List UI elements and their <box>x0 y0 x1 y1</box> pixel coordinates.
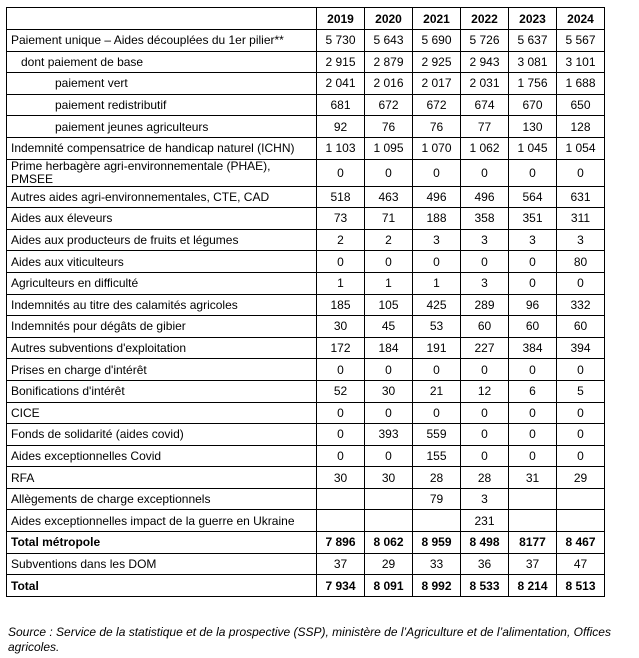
row-label: Indemnités pour dégâts de gibier <box>7 316 317 338</box>
value-cell: 0 <box>509 251 557 273</box>
row-label: Paiement unique – Aides découplées du 1er pilier** <box>7 30 317 52</box>
value-cell: 0 <box>557 159 605 186</box>
table-row <box>7 380 605 402</box>
table-row <box>7 30 605 52</box>
value-cell: 5 <box>557 380 605 402</box>
value-cell: 351 <box>509 208 557 230</box>
value-cell: 0 <box>317 445 365 467</box>
value-cell: 0 <box>317 159 365 186</box>
table-row <box>7 51 605 73</box>
table-row <box>7 208 605 230</box>
value-cell: 96 <box>509 294 557 316</box>
value-cell: 47 <box>557 553 605 575</box>
value-cell: 393 <box>365 424 413 446</box>
value-cell: 5 637 <box>509 30 557 52</box>
header-row <box>7 8 605 30</box>
value-cell: 2 <box>365 229 413 251</box>
value-cell: 0 <box>365 445 413 467</box>
value-cell: 1 045 <box>509 137 557 159</box>
value-cell: 227 <box>461 337 509 359</box>
value-cell <box>317 488 365 510</box>
value-cell: 0 <box>509 359 557 381</box>
value-cell: 0 <box>557 272 605 294</box>
value-cell: 8 214 <box>509 575 557 597</box>
value-cell: 29 <box>365 553 413 575</box>
value-cell: 0 <box>509 402 557 424</box>
table-row <box>7 445 605 467</box>
value-cell: 128 <box>557 116 605 138</box>
value-cell: 289 <box>461 294 509 316</box>
value-cell: 0 <box>557 402 605 424</box>
value-cell: 0 <box>365 251 413 273</box>
value-cell: 130 <box>509 116 557 138</box>
row-label: Agriculteurs en difficulté <box>7 272 317 294</box>
header-corner <box>7 8 317 30</box>
value-cell: 332 <box>557 294 605 316</box>
table-body <box>7 30 605 597</box>
value-cell <box>413 510 461 532</box>
value-cell: 191 <box>413 337 461 359</box>
value-cell: 0 <box>557 424 605 446</box>
value-cell: 394 <box>557 337 605 359</box>
value-cell: 1 <box>317 272 365 294</box>
subsidies-table <box>6 7 605 597</box>
value-cell: 672 <box>365 94 413 116</box>
year-header: 2021 <box>413 8 461 30</box>
value-cell: 71 <box>365 208 413 230</box>
value-cell: 3 <box>461 488 509 510</box>
value-cell: 2 041 <box>317 73 365 95</box>
source-note: Source : Service de la statistique et de la prospective (SSP), ministère de l’Agriculture et de l’alimentation, Offices agricoles. <box>8 625 611 654</box>
value-cell: 0 <box>317 402 365 424</box>
value-cell: 425 <box>413 294 461 316</box>
table-row <box>7 73 605 95</box>
row-label: Aides exceptionnelles impact de la guerre en Ukraine <box>7 510 317 532</box>
value-cell: 2 879 <box>365 51 413 73</box>
value-cell: 79 <box>413 488 461 510</box>
value-cell: 650 <box>557 94 605 116</box>
value-cell: 77 <box>461 116 509 138</box>
value-cell: 60 <box>461 316 509 338</box>
value-cell: 31 <box>509 467 557 489</box>
value-cell: 631 <box>557 186 605 208</box>
value-cell: 6 <box>509 380 557 402</box>
value-cell: 231 <box>461 510 509 532</box>
value-cell: 76 <box>413 116 461 138</box>
value-cell: 92 <box>317 116 365 138</box>
row-label: RFA <box>7 467 317 489</box>
value-cell: 0 <box>557 445 605 467</box>
table-row <box>7 94 605 116</box>
value-cell: 559 <box>413 424 461 446</box>
value-cell: 3 <box>509 229 557 251</box>
value-cell: 28 <box>413 467 461 489</box>
value-cell: 7 896 <box>317 532 365 554</box>
value-cell: 3 <box>461 229 509 251</box>
value-cell: 674 <box>461 94 509 116</box>
value-cell: 37 <box>509 553 557 575</box>
row-label: Aides exceptionnelles Covid <box>7 445 317 467</box>
value-cell: 188 <box>413 208 461 230</box>
row-label: Aides aux éleveurs <box>7 208 317 230</box>
year-header: 2024 <box>557 8 605 30</box>
table-row <box>7 251 605 273</box>
value-cell: 0 <box>461 159 509 186</box>
value-cell: 0 <box>509 272 557 294</box>
value-cell: 184 <box>365 337 413 359</box>
row-label: Bonifications d'intérêt <box>7 380 317 402</box>
value-cell: 5 567 <box>557 30 605 52</box>
value-cell <box>509 488 557 510</box>
value-cell: 0 <box>413 159 461 186</box>
value-cell: 30 <box>365 467 413 489</box>
row-label: Prime herbagère agri-environnementale (PHAE), PMSEE <box>7 159 317 186</box>
value-cell: 1 070 <box>413 137 461 159</box>
value-cell: 0 <box>317 424 365 446</box>
value-cell: 0 <box>317 251 365 273</box>
value-cell: 28 <box>461 467 509 489</box>
row-label: Total <box>7 575 317 597</box>
table-row <box>7 229 605 251</box>
value-cell: 0 <box>461 402 509 424</box>
row-label: Subventions dans les DOM <box>7 553 317 575</box>
value-cell: 0 <box>413 251 461 273</box>
value-cell: 45 <box>365 316 413 338</box>
value-cell: 60 <box>509 316 557 338</box>
value-cell: 3 081 <box>509 51 557 73</box>
value-cell: 0 <box>509 424 557 446</box>
row-label: Indemnité compensatrice de handicap naturel (ICHN) <box>7 137 317 159</box>
value-cell: 0 <box>317 359 365 381</box>
value-cell: 1 688 <box>557 73 605 95</box>
value-cell: 2 925 <box>413 51 461 73</box>
value-cell: 384 <box>509 337 557 359</box>
value-cell <box>365 488 413 510</box>
table-row <box>7 553 605 575</box>
row-label: Allègements de charge exceptionnels <box>7 488 317 510</box>
value-cell <box>317 510 365 532</box>
value-cell: 5 643 <box>365 30 413 52</box>
year-header: 2023 <box>509 8 557 30</box>
value-cell: 60 <box>557 316 605 338</box>
value-cell: 8 513 <box>557 575 605 597</box>
value-cell: 496 <box>461 186 509 208</box>
table-row <box>7 137 605 159</box>
value-cell <box>509 510 557 532</box>
value-cell: 8177 <box>509 532 557 554</box>
row-label: Prises en charge d'intérêt <box>7 359 317 381</box>
table-row <box>7 488 605 510</box>
value-cell: 311 <box>557 208 605 230</box>
year-header: 2019 <box>317 8 365 30</box>
value-cell: 1 062 <box>461 137 509 159</box>
value-cell: 12 <box>461 380 509 402</box>
value-cell: 2 017 <box>413 73 461 95</box>
value-cell: 2 <box>317 229 365 251</box>
value-cell <box>557 510 605 532</box>
value-cell: 1 054 <box>557 137 605 159</box>
value-cell: 2 016 <box>365 73 413 95</box>
value-cell: 0 <box>461 251 509 273</box>
value-cell: 1 103 <box>317 137 365 159</box>
value-cell: 8 498 <box>461 532 509 554</box>
table-row <box>7 316 605 338</box>
value-cell: 681 <box>317 94 365 116</box>
value-cell: 670 <box>509 94 557 116</box>
value-cell: 1 <box>365 272 413 294</box>
year-header: 2020 <box>365 8 413 30</box>
row-label: paiement jeunes agriculteurs <box>7 116 317 138</box>
value-cell: 36 <box>461 553 509 575</box>
value-cell: 0 <box>509 159 557 186</box>
table-row <box>7 467 605 489</box>
value-cell: 185 <box>317 294 365 316</box>
table-row <box>7 424 605 446</box>
value-cell: 3 101 <box>557 51 605 73</box>
value-cell: 8 533 <box>461 575 509 597</box>
row-label: Autres subventions d'exploitation <box>7 337 317 359</box>
row-label: Indemnités au titre des calamités agricoles <box>7 294 317 316</box>
table-row <box>7 116 605 138</box>
value-cell: 30 <box>317 467 365 489</box>
value-cell: 564 <box>509 186 557 208</box>
table-row <box>7 532 605 554</box>
table-row <box>7 575 605 597</box>
row-label: Autres aides agri-environnementales, CTE, CAD <box>7 186 317 208</box>
value-cell <box>557 488 605 510</box>
row-label: paiement vert <box>7 73 317 95</box>
value-cell: 1 <box>413 272 461 294</box>
value-cell: 8 091 <box>365 575 413 597</box>
value-cell <box>365 510 413 532</box>
value-cell: 53 <box>413 316 461 338</box>
value-cell: 518 <box>317 186 365 208</box>
value-cell: 0 <box>365 402 413 424</box>
value-cell: 30 <box>317 316 365 338</box>
table-row <box>7 294 605 316</box>
row-label: Fonds de solidarité (aides covid) <box>7 424 317 446</box>
value-cell: 3 <box>557 229 605 251</box>
value-cell: 30 <box>365 380 413 402</box>
value-cell: 76 <box>365 116 413 138</box>
value-cell: 672 <box>413 94 461 116</box>
table-row <box>7 186 605 208</box>
value-cell: 8 467 <box>557 532 605 554</box>
value-cell: 52 <box>317 380 365 402</box>
row-label: Aides aux producteurs de fruits et légumes <box>7 229 317 251</box>
value-cell: 172 <box>317 337 365 359</box>
value-cell: 21 <box>413 380 461 402</box>
row-label: dont paiement de base <box>7 51 317 73</box>
table-row <box>7 402 605 424</box>
value-cell: 73 <box>317 208 365 230</box>
value-cell: 3 <box>461 272 509 294</box>
value-cell: 8 992 <box>413 575 461 597</box>
table-row <box>7 359 605 381</box>
value-cell: 0 <box>365 159 413 186</box>
value-cell: 5 730 <box>317 30 365 52</box>
table-row <box>7 272 605 294</box>
value-cell: 0 <box>461 359 509 381</box>
value-cell: 7 934 <box>317 575 365 597</box>
value-cell: 33 <box>413 553 461 575</box>
value-cell: 2 943 <box>461 51 509 73</box>
value-cell: 155 <box>413 445 461 467</box>
row-label: paiement redistributif <box>7 94 317 116</box>
table-row <box>7 159 605 186</box>
year-header: 2022 <box>461 8 509 30</box>
value-cell: 29 <box>557 467 605 489</box>
value-cell: 0 <box>509 445 557 467</box>
value-cell: 463 <box>365 186 413 208</box>
table-row <box>7 510 605 532</box>
row-label: Total métropole <box>7 532 317 554</box>
value-cell: 105 <box>365 294 413 316</box>
value-cell: 0 <box>557 359 605 381</box>
value-cell: 0 <box>413 402 461 424</box>
value-cell: 358 <box>461 208 509 230</box>
value-cell: 37 <box>317 553 365 575</box>
value-cell: 8 959 <box>413 532 461 554</box>
value-cell: 0 <box>461 424 509 446</box>
value-cell: 3 <box>413 229 461 251</box>
value-cell: 2 031 <box>461 73 509 95</box>
table-row <box>7 337 605 359</box>
value-cell: 0 <box>413 359 461 381</box>
row-label: Aides aux viticulteurs <box>7 251 317 273</box>
value-cell: 1 095 <box>365 137 413 159</box>
row-label: CICE <box>7 402 317 424</box>
value-cell: 1 756 <box>509 73 557 95</box>
value-cell: 0 <box>461 445 509 467</box>
value-cell: 2 915 <box>317 51 365 73</box>
value-cell: 80 <box>557 251 605 273</box>
value-cell: 496 <box>413 186 461 208</box>
value-cell: 5 726 <box>461 30 509 52</box>
value-cell: 5 690 <box>413 30 461 52</box>
value-cell: 0 <box>365 359 413 381</box>
value-cell: 8 062 <box>365 532 413 554</box>
